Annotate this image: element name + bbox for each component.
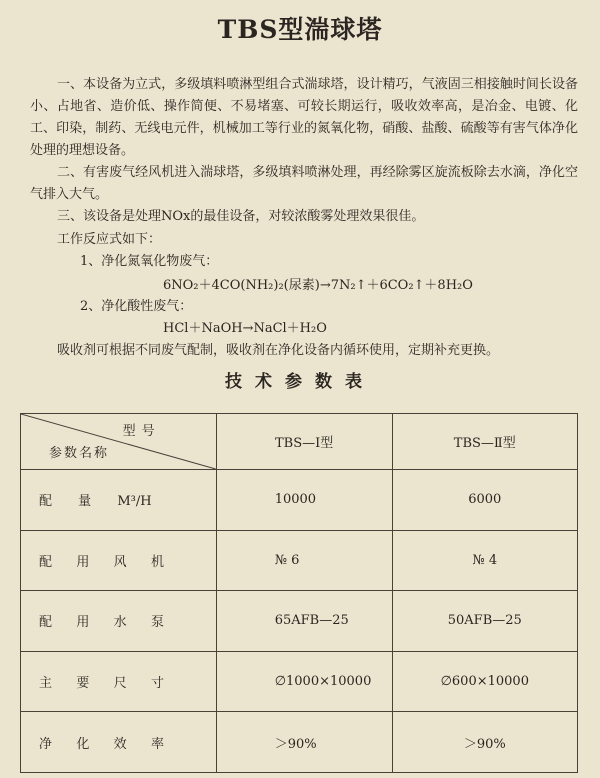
row-label-char: 寸 [150,676,164,692]
table-row [21,470,578,531]
row-label-char: 率 [150,736,164,752]
row-label [21,470,217,531]
parameter-table [20,413,578,773]
row-label-char: 配 [39,494,53,510]
row-label-char: 主 [39,676,53,692]
row-label-char: 用 [76,554,90,570]
row-label-char: 效 [113,736,127,752]
row-label-char: 水 [113,615,127,631]
row-label-char: 配 [39,554,53,570]
table-cell: 10000 [216,470,392,531]
table-cell: № 4 [392,530,577,591]
table-cell: 65AFB—25 [216,591,392,652]
row-label [21,651,217,712]
row-label-char: 配 [39,615,53,631]
row-label-char: 要 [76,676,90,692]
row-label-char: 化 [76,736,90,752]
table-row [21,651,578,712]
row-label-char: 机 [150,554,164,570]
row-label-char: 净 [39,736,53,752]
row-label-char: 量 [78,494,92,510]
header-model-label: 型号 [122,424,161,439]
table-corner-header [21,414,217,470]
table-cell: ＞90% [216,712,392,773]
row-label [21,530,217,591]
table-header-row [21,414,578,470]
table-cell: ∅600×10000 [392,651,577,712]
row-label-char: 用 [76,615,90,631]
header-param-label: 参数名称 [49,446,110,461]
table-row [21,591,578,652]
paragraph-3: 三、该设备是处理NOx的最佳设备，对较浓酸雾处理效果很佳。 [57,209,425,224]
table-cell: ＞90% [392,712,577,773]
paragraph-2: 二、有害废气经风机进入湍球塔，多级填料喷淋处理，再经除雾区旋流板除去水滴，净化空气排入大气。 [30,165,578,202]
row-label [21,712,217,773]
page-title: TBS型湍球塔 [217,15,383,44]
reaction-2-equation: HCl＋NaOH→NaCl＋H₂O [163,321,327,336]
reaction-heading: 工作反应式如下： [57,232,162,247]
table-cell: 6000 [392,470,577,531]
row-label-char: 风 [113,554,127,570]
row-label-char: 尺 [113,676,127,692]
column-header-tbs1: TBS—Ⅰ型 [216,414,392,470]
paragraph-1: 一、本设备为立式，多级填料喷淋型组合式湍球塔，设计精巧，气液固三相接触时间长设备小、占地省、造价低、操作简便、不易堵塞、可较长期运行，吸收效率高，是冶金、电镀、化工、印染，制药、无线电元件，机械加工等行业的氮氧化物，硝酸、盐酸、硫酸等有害气体净化处理的理想设备。 [30,77,578,158]
table-cell: № 6 [216,530,392,591]
table-cell: 50AFB—25 [392,591,577,652]
row-unit: M³/H [117,494,152,510]
reaction-1-equation: 6NO₂＋4CO(NH₂)₂(尿素)→7N₂↑＋6CO₂↑＋8H₂O [163,278,473,293]
row-label [21,591,217,652]
table-row [21,530,578,591]
table-title: 技术参数表 [225,372,375,392]
table-row [21,712,578,773]
reaction-1-label: 1、净化氮氧化物废气： [80,254,219,269]
row-label-char: 泵 [150,615,164,631]
column-header-tbs2: TBS—Ⅱ型 [392,414,577,470]
table-cell: ∅1000×10000 [216,651,392,712]
reaction-2-label: 2、净化酸性废气： [80,299,193,314]
absorbent-note: 吸收剂可根据不同废气配制，吸收剂在净化设备内循环使用，定期补充更换。 [57,343,500,358]
